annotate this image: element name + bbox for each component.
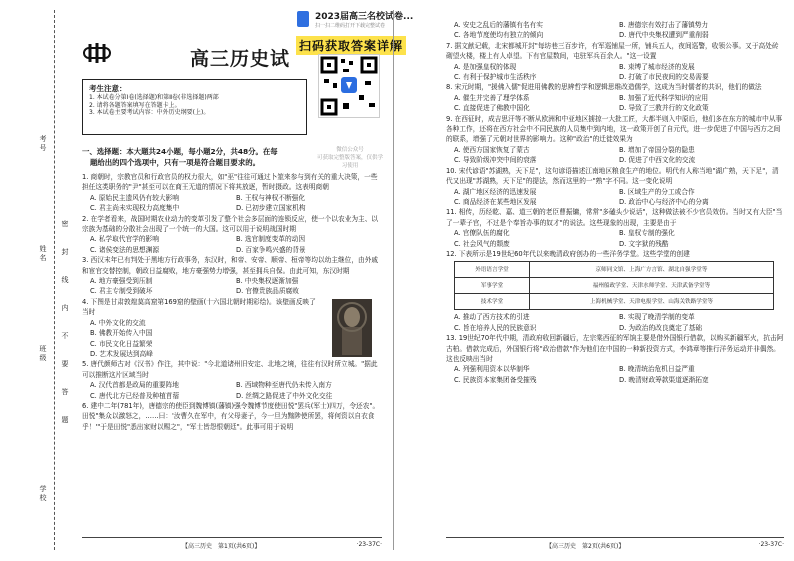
seal-char: 题: [61, 416, 69, 424]
margin-kaohao: 考号: [39, 135, 47, 153]
question-7: [402, 41, 784, 83]
seal-char: 线: [61, 276, 69, 284]
option-d[interactable]: D. 导致了三教并行的文化政策: [619, 104, 709, 113]
option-c[interactable]: C. 各地节度使均有独立的倾向: [454, 31, 544, 40]
option-d[interactable]: D. 唐代中央集权遭到严重削弱: [619, 31, 709, 40]
option-a[interactable]: A. 推动了西方技术的引进: [454, 313, 530, 322]
margin-xingming: 姓名: [39, 245, 47, 263]
option-b[interactable]: B. 束缚了城市经济的发展: [619, 62, 695, 71]
option-c[interactable]: C. 民族资本家集团备受摧残: [454, 375, 537, 384]
table-row: [455, 294, 774, 310]
option-d[interactable]: D. 已初步建立国家机构: [236, 204, 306, 213]
school-logo: [82, 40, 112, 66]
option-d[interactable]: D. 百家争鸣兴盛的背景: [236, 245, 306, 254]
exam-code: ·23-37C·: [356, 541, 382, 548]
question-stem: 5. 唐代颜师古对《汉书》作注，其中说："今北道诸州旧安定、北地之境，往往有汉时所立城。"据此可以推断这片区域当时: [82, 360, 378, 379]
question-stem: 13. 19世纪70年代中期，清政府收回新疆后，左宗棠西征的军饷主要是借外国银行借款，以购买新疆军火，抗击阿古柏。借款完成后，外国银行将"政治借款"作为他们在中国的一种新投资方式，李鸿章等推行洋务运动并非偶然。这也反映出当时: [446, 334, 784, 363]
table-cell: 技术学堂: [455, 294, 530, 310]
option-b[interactable]: B. 增加了帝国分裂的隐患: [619, 145, 695, 154]
option-b[interactable]: B. 加强了近代科学知识的应用: [619, 93, 709, 102]
option-c[interactable]: C. 君主尚未实现权力高度集中: [90, 204, 180, 213]
seal-char: 不: [61, 332, 69, 340]
option-d[interactable]: D. 政治中心与经济中心的分离: [619, 197, 709, 206]
table-cell: 上海机械学堂、天津电报学堂、山海关铁路学堂等: [530, 294, 774, 310]
margin-banji: 班级: [39, 345, 47, 363]
doc-icon: [297, 11, 309, 27]
option-c[interactable]: C. 导致阶级冲突中间的衰落: [454, 156, 537, 165]
option-b[interactable]: B. 皇权专制的强化: [619, 229, 675, 238]
option-c[interactable]: C. 市民文化日益繁荣: [90, 339, 153, 348]
notice-heading: 考生注意：: [89, 84, 127, 93]
option-c[interactable]: C. 君主专制受到破坏: [90, 287, 153, 296]
question-11: [402, 207, 784, 249]
option-d[interactable]: D. 促进了中西文化的交流: [619, 156, 696, 165]
qr-caption: 扫码获取答案详解: [296, 36, 406, 55]
exam-code: ·23-37C·: [758, 541, 784, 548]
option-b[interactable]: B. 王权与神权不断强化: [236, 193, 306, 202]
option-d[interactable]: D. 丝绸之路促进了中外文化交往: [236, 391, 333, 400]
table-row: [455, 262, 774, 278]
option-b[interactable]: B. 实现了晚清学制的变革: [619, 313, 695, 322]
question-stem: 3. 西汉末年已有判处于黑地方行政事务，东汉时，和帝、安帝、顺帝、桓帝等均以幼主继位，由外戚和宦官交替控制，朝政日益腐败，地方豪强势力增强，甚至拥兵自保。由此可知，东汉时期: [82, 256, 379, 275]
option-c[interactable]: C. 直接促进了佛教中国化: [454, 104, 530, 113]
option-d[interactable]: D. 为政治的改良奠定了基础: [619, 323, 702, 332]
qr-code[interactable]: [318, 54, 380, 118]
question-6: [82, 401, 382, 432]
option-c[interactable]: C. 唐代北方已经普及种植苜蓿: [90, 391, 180, 400]
section-heading: [82, 146, 312, 168]
question-10: [402, 166, 784, 208]
option-a[interactable]: A. 地方豪强受到压制: [90, 277, 153, 286]
option-a[interactable]: A. 催生并完善了理学体系: [454, 93, 530, 102]
margin-xuexiao: 学校: [39, 485, 47, 503]
table-cell: 福州船政学堂、天津水师学堂、天津武备学堂等: [530, 278, 774, 294]
notice-item: 2. 请将各题答案填写在答题卡上。: [89, 101, 181, 109]
option-d[interactable]: D. 文字狱的残酷: [619, 239, 669, 248]
table-row: [455, 278, 774, 294]
option-c[interactable]: C. 社会风气的颓废: [454, 239, 510, 248]
option-a[interactable]: A. 官僚队伍的腐化: [454, 229, 510, 238]
option-d[interactable]: D. 晚清财政筹款渠道逐渐拓宽: [619, 375, 709, 384]
option-a[interactable]: A. 湖广地区经济的迅速发展: [454, 187, 537, 196]
question-stem: 11. 相传，历经乾、嘉、道三朝的老臣曹振镛，常常"多磕头少说话"，这种做法被不少官员效仿。当时又有大臣"当了一辈子官，不过是个奉旨办事的奴才"的说法。这些现象的出现，主要是由于: [446, 208, 783, 227]
notice-item: 3. 本试卷主要考试内容：中外历史纲要(上)。: [89, 109, 210, 116]
option-a[interactable]: A. 中外文化的交流: [90, 318, 146, 327]
left-column: [82, 172, 382, 432]
question-stem: 10. 宋代谚语"苏湖熟，天下足"，这句谚语描述江南地区粮食生产的地位。明代有人称当地"湖广熟，天下足"，清代又出现"苏湖熟，天下足"的提法，然而这里的一"熟"字不同。这一变化说明: [446, 166, 779, 186]
table-cell: 外语语言学堂: [455, 262, 530, 278]
question-12: [402, 249, 784, 333]
option-a[interactable]: A. 汉代首都是政局的重要阵地: [90, 381, 179, 390]
question-stem: 12. 下表所示是19世纪60年代以来晚清政府创办的一些洋务学堂。这些学堂的创建: [446, 249, 690, 258]
question-8: [402, 82, 784, 113]
page-number: 【高三历史 第2页(共6页)】: [546, 543, 625, 550]
option-b[interactable]: B. 晚清统治危机日益严重: [619, 365, 695, 374]
watermark: [315, 145, 385, 169]
question-stem: 9. 在西征时，成吉思汗等不断从欧洲和中亚地区掳掠一大批工匠，大都半则入中原后，他们多在东方的城市中从事各种工作，还将在西方社会中不同民族的人员集中到内地，这一政策开创了自元代，进一步促进了中国与西方之间的联系，增强了元朝对世界的影响力。这种"政治"的迁徙效果为: [446, 114, 783, 144]
option-d[interactable]: D. 艺术发展达到高峰: [90, 349, 153, 358]
banner-sub: 扫一扫二维码打开下载完整试卷: [315, 23, 386, 29]
watermark-line1: 微信公众号: [336, 147, 364, 153]
page-title: 高三历史试: [190, 48, 291, 70]
right-column: [402, 20, 784, 385]
question-1: [82, 172, 382, 214]
option-b[interactable]: B. 西域物种至唐代仍未传入南方: [236, 381, 332, 390]
seal-chars: [60, 210, 70, 434]
question-stem: 4. 下图是甘肃敦煌莫高窟第169窟的壁画(十六国北朝时期彩绘)。该壁画反映了当时: [82, 297, 316, 317]
school-table: [454, 261, 774, 310]
option-a[interactable]: A. 使西方国家恢复了蒙古: [454, 145, 530, 154]
mural-image: [332, 299, 372, 357]
binding-line: [54, 10, 55, 550]
watermark-line2: 可获取完整版答案，仅供学习使用: [316, 155, 383, 169]
notice-box: [82, 79, 307, 135]
question-5: [82, 359, 382, 401]
section-heading-line2: 题给出的四个选项中，只有一项是符合题目要求的。: [90, 158, 260, 167]
page-number: 【高三历史 第1页(共6页)】: [182, 543, 261, 550]
option-c[interactable]: C. 有利于保护城市生活秩序: [454, 73, 537, 82]
banner-title: 2023届高三名校试卷...: [315, 12, 414, 22]
right-footer: [446, 537, 784, 550]
option-a[interactable]: A. 列强利用资本以华制华: [454, 365, 530, 374]
question-stem: 1. 商朝时，宗教官员和行政官员的权力很大，如"巫"往往可通过卜筮来参与到有关的重大决策，一些担任这类职务的"尹"甚至可以在商王无道的情况下将其放逐，暂时摄政。这表明商朝: [82, 173, 378, 192]
seal-char: 内: [61, 304, 69, 312]
option-b[interactable]: B. 选官制度变革的动因: [236, 235, 306, 244]
option-c[interactable]: C. 商品经济在某些地区发展: [454, 197, 537, 206]
notice-item: 1. 本试卷分第Ⅰ卷(选择题)和第Ⅱ卷(非选择题)两部: [89, 94, 219, 101]
question-3: [82, 255, 382, 297]
section-heading-line1: 一、选择题：本大题共24小题，每小题2分，共48分。在每: [82, 147, 278, 156]
seal-char: 密: [61, 220, 69, 228]
option-b[interactable]: B. 唐德宗有效打击了藩镇势力: [619, 21, 709, 29]
question-stem: 8. 宋元时期，"援佛入儒"促进用佛教的思辨哲学和逻辑思维改造儒学，这成为当时儒者的共识，他们的做法: [446, 83, 762, 92]
question-stem: 2. 在学者看来，战国时期农业动力的变革引发了整个社会多层面的连锁反应，使一个以农业为主、以宗族为基础的分散社会出现了一个统一的大国。这可以用于说明战国时期: [82, 214, 379, 234]
option-b[interactable]: B. 中央集权逐渐加强: [236, 277, 299, 286]
table-cell: 军事学堂: [455, 278, 530, 294]
option-b[interactable]: B. 区域生产的分工或合作: [619, 187, 695, 196]
option-a[interactable]: A. 安史之乱后的藩镇有名有实: [454, 21, 543, 29]
option-b[interactable]: B. 佛教开始传入中国: [90, 329, 153, 338]
seal-char: 封: [61, 248, 69, 256]
question-2: [82, 214, 382, 256]
question-9: [402, 114, 784, 166]
option-c[interactable]: C. 诸侯变法的思想渊源: [90, 245, 160, 254]
question-4: [82, 297, 382, 359]
option-a[interactable]: A. 是加强皇权的体现: [454, 62, 517, 71]
seal-char: 答: [61, 388, 69, 396]
question-13: [402, 333, 784, 385]
seal-char: 要: [61, 360, 69, 368]
left-footer: [82, 537, 382, 550]
table-cell: 京师同文馆、上海广方言馆、湖北自强学堂等: [530, 262, 774, 278]
option-c[interactable]: C. 旨在培养人民的民族意识: [454, 323, 537, 332]
option-d[interactable]: D. 官僚贵族品质腐败: [236, 287, 299, 296]
question-6-options: [402, 20, 784, 41]
column-divider: [393, 10, 394, 550]
option-a[interactable]: A. 私学取代官学的影响: [90, 235, 159, 244]
option-d[interactable]: D. 打破了市民夜间的交易需要: [619, 73, 709, 82]
question-stem: 7. 据文献记载，北宋都城开封"每坊巷三百步许，有军巡铺屋一所，铺兵五人，夜间巡警，收领公事。又于高处砖砌望火楼，楼上有人卓望。下有官屋数间，屯驻军兵百余人。"这一设置: [446, 41, 779, 61]
question-stem: 6. 建中二年(781年)，唐德宗的使臣到魏博镇(藩镇)强令魏博节度使田悦"罢兵(军士)四万，令还农"。田悦"集众以激怒之，……曰：'汝曹久在军中，有父母妻子，今一旦为黜陟使所罢，将何资以自衣食乎！'"于是田悦"悉出家财以赐之"，"军士皆怨恨朝廷"。此事可用于说明: [82, 401, 380, 431]
option-a[interactable]: A. 原始民主遗风仍有较大影响: [90, 193, 179, 202]
